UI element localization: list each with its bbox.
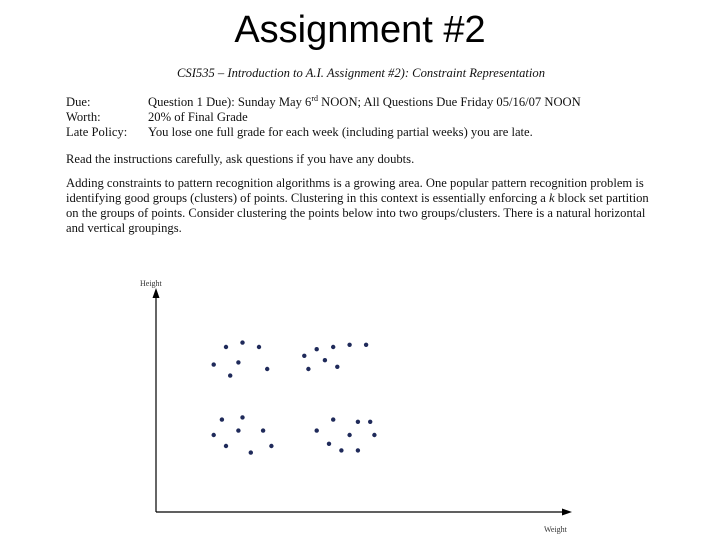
data-point-6 [228, 373, 232, 377]
meta-value [148, 95, 656, 110]
meta-row-due [66, 95, 656, 110]
data-point-27 [315, 428, 319, 432]
data-point-4 [212, 362, 216, 366]
data-points [212, 340, 377, 454]
data-point-20 [261, 428, 265, 432]
data-point-14 [335, 365, 339, 369]
data-point-10 [347, 343, 351, 347]
data-point-13 [323, 358, 327, 362]
data-point-5 [236, 360, 240, 364]
data-point-22 [269, 444, 273, 448]
data-point-16 [220, 417, 224, 421]
data-point-9 [331, 345, 335, 349]
x-axis-arrow-icon [562, 509, 572, 516]
data-point-31 [339, 448, 343, 452]
data-point-19 [236, 428, 240, 432]
data-point-21 [224, 444, 228, 448]
due-text: Question 1 Due): Sunday May 6 [148, 95, 312, 109]
due-superscript: rd [311, 93, 319, 103]
data-point-23 [249, 450, 253, 454]
x-axis-label: Weight [544, 525, 567, 534]
data-point-1 [224, 345, 228, 349]
meta-value: You lose one full grade for each week (including partial weeks) you are late. [148, 125, 533, 139]
y-axis-label: Height [140, 279, 162, 288]
meta-row-late-policy [66, 125, 656, 140]
data-point-25 [356, 420, 360, 424]
document-heading: CSI535 – Introduction to A.I. Assignment #2): Constraint Representation [177, 66, 545, 80]
data-point-15 [306, 367, 310, 371]
due-text-rest: NOON; All Questions Due Friday 05/16/07 NOON [318, 95, 581, 109]
problem-paragraph [66, 176, 656, 236]
data-point-7 [265, 367, 269, 371]
paragraph-start: Adding constraints to pattern recognition algorithms is a growing area. One popular pattern recognition problem is identifying good groups (clusters) of points. Clustering in this context is essentially enforcing a [66, 176, 644, 205]
data-point-26 [368, 420, 372, 424]
data-point-24 [331, 417, 335, 421]
data-point-29 [372, 433, 376, 437]
data-point-28 [347, 433, 351, 437]
meta-value: 20% of Final Grade [148, 110, 248, 124]
data-point-11 [364, 343, 368, 347]
data-point-12 [302, 354, 306, 358]
assignment-document [66, 66, 656, 236]
scatter-plot [120, 278, 600, 540]
slide-title: Assignment #2 [234, 9, 486, 51]
data-point-2 [240, 340, 244, 344]
y-axis-arrow-icon [153, 288, 160, 298]
data-point-8 [315, 347, 319, 351]
paragraph-k: k [549, 191, 555, 205]
paragraph-end: block set partition on the groups of points. Consider clustering the points below into two groups/clusters. There is a natural horizontal and vertical groupings. [66, 191, 649, 235]
meta-row-worth [66, 110, 656, 125]
data-point-32 [356, 448, 360, 452]
data-point-3 [257, 345, 261, 349]
instructions-text: Read the instructions carefully, ask questions if you have any doubts. [66, 152, 415, 166]
data-point-30 [327, 442, 331, 446]
meta-label: Worth: [66, 110, 101, 124]
meta-label: Late Policy: [66, 125, 128, 139]
data-point-18 [212, 433, 216, 437]
data-point-17 [240, 415, 244, 419]
meta-label: Due: [66, 95, 91, 109]
